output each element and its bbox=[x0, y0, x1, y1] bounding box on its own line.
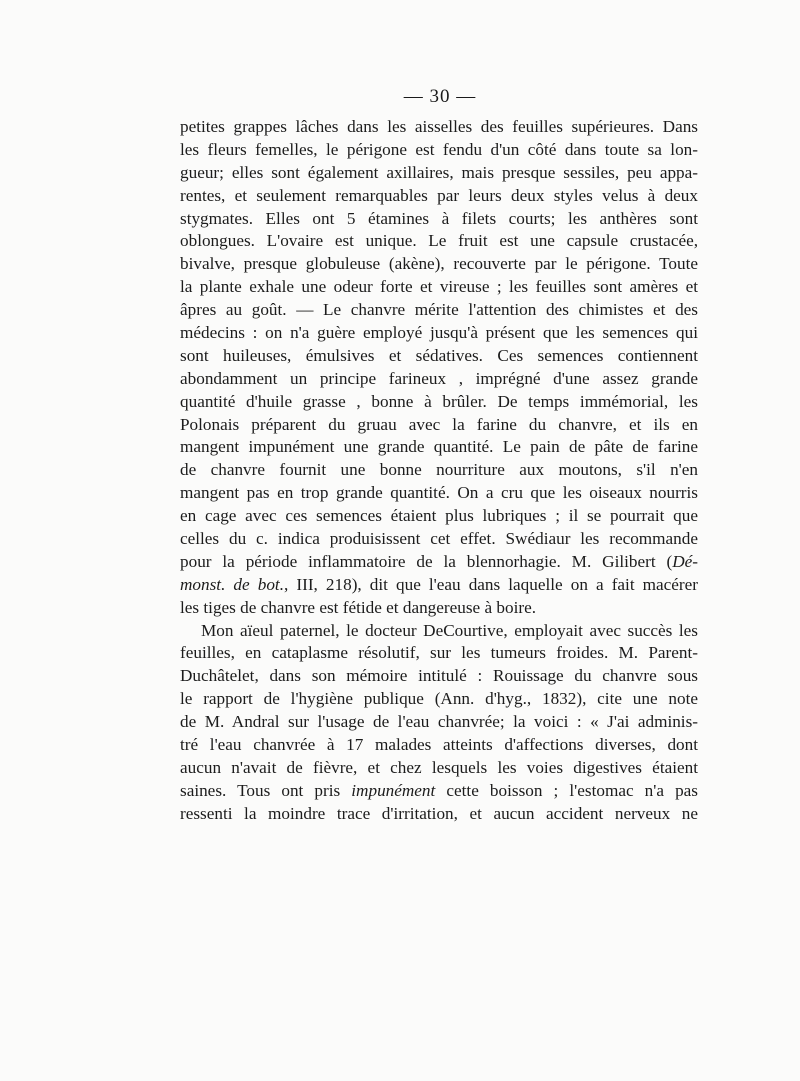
text-line: de chanvre fournit une bonne nourriture aux moutons, s'il n'en bbox=[180, 460, 698, 480]
text-line: bivalve, presque globuleuse (akène), recouverte par le périgone. Toute bbox=[180, 254, 698, 274]
text-line: aucun n'avait de fièvre, et chez lesquels les voies digestives étaient bbox=[180, 757, 698, 777]
text-line: âpres au goût. — Le chanvre mérite l'attention des chimistes et des bbox=[180, 300, 698, 320]
text-segment: saines. Tous ont pris bbox=[180, 780, 352, 800]
text-line-mixed bbox=[180, 551, 698, 574]
text-segment: cette boisson ; l'estomac n'a pas bbox=[435, 780, 698, 800]
text-line: stygmates. Elles ont 5 étamines à filets courts; les anthères sont bbox=[180, 208, 698, 228]
text-line: sont huileuses, émulsives et sédatives. Ces semences contiennent bbox=[180, 345, 698, 365]
text-line: quantité d'huile grasse , bonne à brûler. De temps immémorial, les bbox=[180, 391, 698, 411]
text-line-mixed bbox=[180, 574, 698, 597]
italic-segment: monst. de bot. bbox=[180, 574, 284, 594]
text-line: ressenti la moindre trace d'irritation, et aucun accident nerveux ne bbox=[180, 803, 698, 823]
text-line: tré l'eau chanvrée à 17 malades atteints d'affections diverses, dont bbox=[180, 735, 698, 755]
text-line: la plante exhale une odeur forte et vireuse ; les feuilles sont amères et bbox=[180, 277, 698, 297]
text-line: les tiges de chanvre est fétide et dangereuse à boire. bbox=[180, 597, 537, 617]
text-line: Mon aïeul paternel, le docteur DeCourtive, employait avec succès les bbox=[201, 620, 698, 640]
text-line: oblongues. L'ovaire est unique. Le fruit est une capsule crustacée, bbox=[180, 231, 698, 251]
text-line: mangent pas en trop grande quantité. On a cru que les oiseaux nourris bbox=[180, 483, 698, 503]
text-line: feuilles, en cataplasme résolutif, sur les tumeurs froides. M. Parent- bbox=[180, 643, 698, 663]
body-text bbox=[180, 116, 698, 826]
text-line: mangent impunément une grande quantité. Le pain de pâte de farine bbox=[180, 437, 698, 457]
text-line: abondamment un principe farineux , imprégné d'une assez grande bbox=[180, 368, 698, 388]
italic-segment: impunément bbox=[351, 780, 436, 800]
text-line: le rapport de l'hygiène publique (Ann. d'hyg., 1832), cite une note bbox=[180, 689, 698, 709]
text-line: médecins : on n'a guère employé jusqu'à présent que les semences qui bbox=[180, 323, 698, 343]
text-line: Duchâtelet, dans son mémoire intitulé : Rouissage du chanvre sous bbox=[180, 666, 698, 686]
text-line: en cage avec ces semences étaient plus lubriques ; il se pourrait que bbox=[180, 506, 698, 526]
text-segment: pour la période inflammatoire de la blennorhagie. M. Gilibert ( bbox=[180, 551, 673, 571]
text-line: Polonais préparent du gruau avec la farine du chanvre, et ils en bbox=[180, 414, 698, 434]
text-line: rentes, et seulement remarquables par leurs deux styles velus à deux bbox=[180, 185, 698, 205]
text-line: les fleurs femelles, le périgone est fendu d'un côté dans toute sa lon- bbox=[180, 139, 698, 159]
text-line-mixed bbox=[180, 780, 698, 803]
italic-segment: Dé- bbox=[672, 551, 698, 571]
text-segment: , III, 218), dit que l'eau dans laquelle on a fait macérer bbox=[284, 574, 699, 594]
text-line: petites grappes lâches dans les aisselles des feuilles supérieures. Dans bbox=[180, 117, 698, 136]
text-line: celles du c. indica produisissent cet effet. Swédiaur les recommande bbox=[180, 529, 698, 549]
text-line: gueur; elles sont également axillaires, mais presque sessiles, peu appa- bbox=[180, 162, 698, 182]
page-number: — 30 — bbox=[403, 86, 477, 107]
text-line: de M. Andral sur l'usage de l'eau chanvrée; la voici : « J'ai adminis- bbox=[180, 712, 698, 732]
